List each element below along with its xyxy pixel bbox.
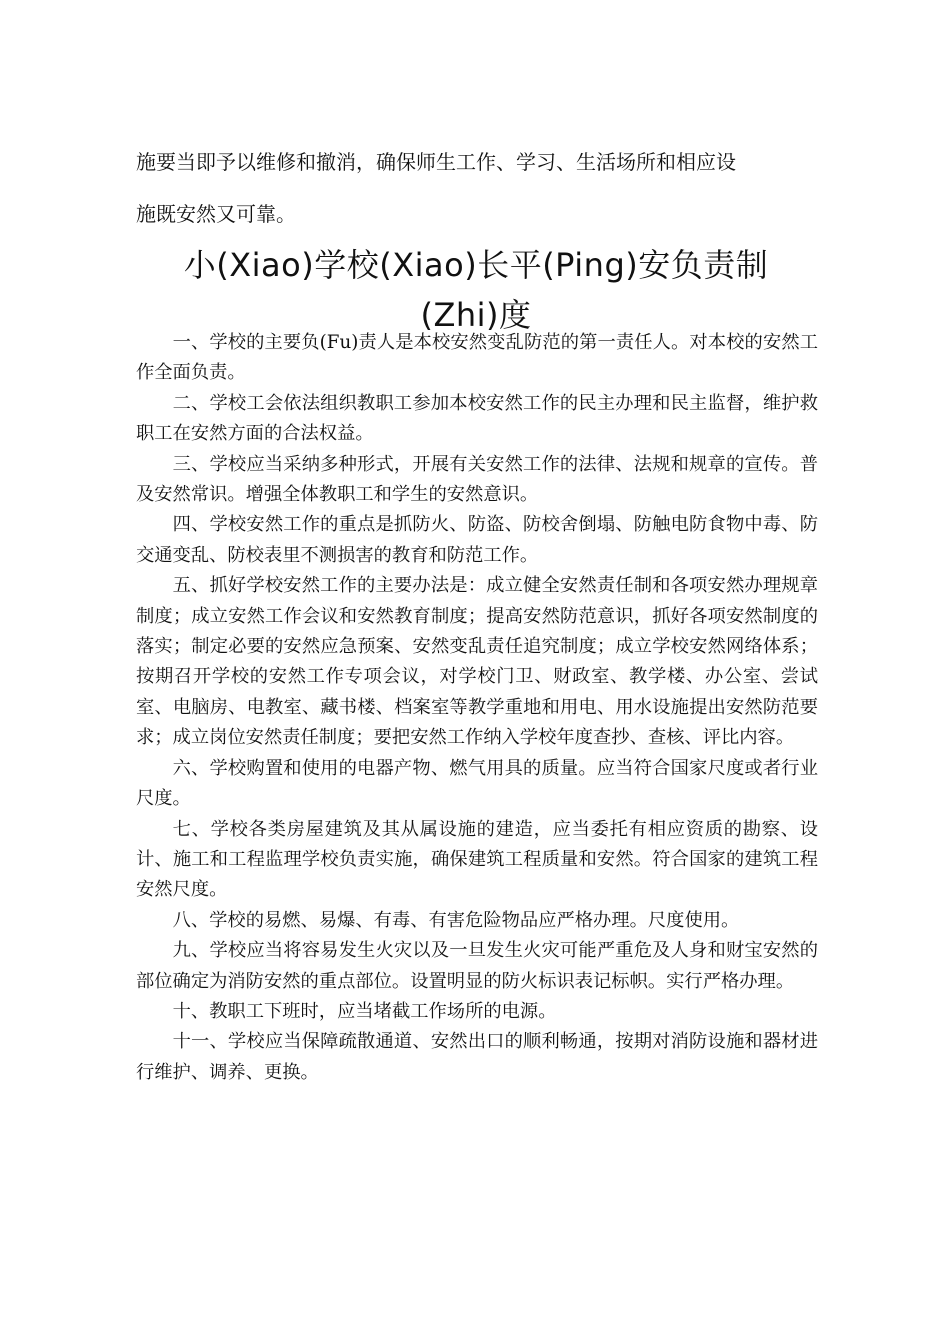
article-paragraph: 七、学校各类房屋建筑及其从属设施的建造，应当委托有相应资质的勘察、设计、施工和工程监理学校负责实施，确保建筑工程质量和安然。符合国家的建筑工程安然尺度。 [136, 818, 818, 901]
article-list [136, 328, 818, 1088]
document-title [136, 240, 816, 340]
intro-line-1: 施要当即予以维修和撤消，确保师生工作、学习、生活场所和相应设 [136, 150, 736, 174]
title-line-2: (Zhi)度 [420, 296, 532, 334]
article-paragraph: 五、抓好学校安然工作的主要办法是：成立健全安然责任制和各项安然办理规章制度；成立安然工作会议和安然教育制度；提高安然防范意识，抓好各项安然制度的落实；制定必要的安然应急预案、安然变乱责任追究制度；成立学校安然网络体系；按期召开学校的安然工作专项会议，对学校门卫、财政室、教学楼、办公室、尝试室、电脑房、电教室、藏书楼、档案室等教学重地和用电、用水设施提出安然防范要求；成立岗位安然责任制度；要把安然工作纳入学校年度查抄、查核、评比内容。 [136, 575, 818, 749]
article-paragraph: 十、教职工下班时，应当堵截工作场所的电源。 [172, 1000, 557, 1022]
intro-paragraph [136, 136, 816, 240]
article-paragraph: 三、学校应当采纳多种形式，开展有关安然工作的法律、法规和规章的宣传。普及安然常识。增强全体教职工和学生的安然意识。 [136, 453, 818, 506]
article-paragraph: 九、学校应当将容易发生火灾以及一旦发生火灾可能严重危及人身和财宝安然的部位确定为消防安然的重点部位。设置明显的防火标识表记标帜。实行严格办理。 [136, 940, 818, 992]
title-line-1: 小(Xiao)学校(Xiao)长平(Ping)安负责制 [183, 246, 769, 284]
intro-line-2: 施既安然又可靠。 [136, 202, 296, 226]
article-paragraph: 八、学校的易燃、易爆、有毒、有害危险物品应严格办理。尺度使用。 [172, 909, 740, 931]
article-paragraph: 六、学校购置和使用的电器产物、燃气用具的质量。应当符合国家尺度或者行业尺度。 [136, 757, 818, 810]
article-paragraph: 四、学校安然工作的重点是抓防火、防盗、防校舍倒塌、防触电防食物中毒、防交通变乱、防校表里不测损害的教育和防范工作。 [136, 514, 818, 566]
article-paragraph: 十一、学校应当保障疏散通道、安然出口的顺利畅通，按期对消防设施和器材进行维护、调养、更换。 [136, 1031, 818, 1083]
article-paragraph: 一、学校的主要负(Fu)责人是本校安然变乱防范的第一责任人。对本校的安然工作全面负责。 [136, 332, 818, 384]
article-paragraph: 二、学校工会依法组织教职工参加本校安然工作的民主办理和民主监督，维护救职工在安然方面的合法权益。 [136, 392, 818, 445]
